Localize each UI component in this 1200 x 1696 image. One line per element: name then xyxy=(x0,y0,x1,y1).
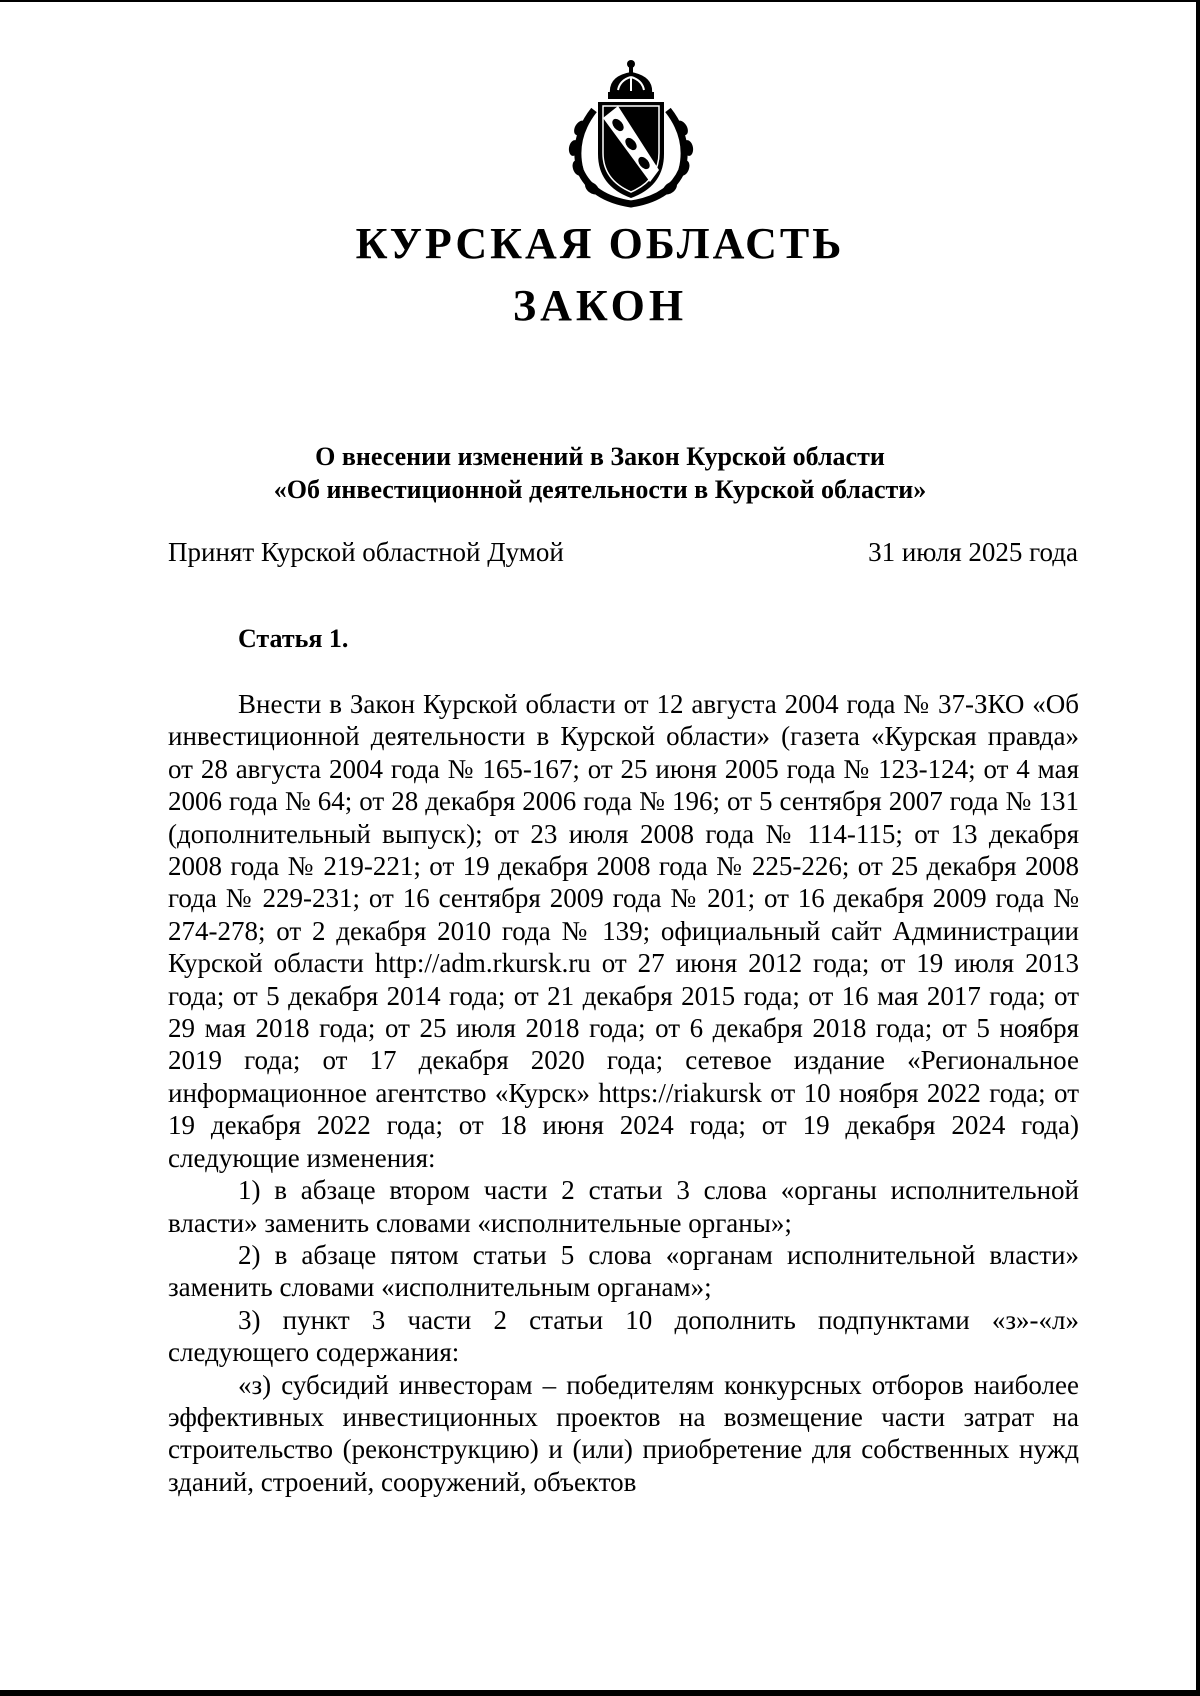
law-title xyxy=(0,440,1200,506)
article-heading: Статья 1. xyxy=(238,624,349,653)
region-title: КУРСКАЯ ОБЛАСТЬ xyxy=(355,219,845,268)
adoption-date: 31 июля 2025 года xyxy=(868,537,1078,567)
scan-edge-bottom xyxy=(0,1690,1200,1696)
adoption-line xyxy=(168,537,1078,568)
law-title-line-2: «Об инвестиционной деятельности в Курской области» xyxy=(273,475,927,504)
scan-edge-top xyxy=(0,0,1200,2)
paragraph: 2) в абзаце пятом статьи 5 слова «органам исполнительной власти» заменить словами «исполнительным органам»; xyxy=(168,1239,1079,1303)
document-type: ЗАКОН xyxy=(512,281,688,330)
paragraph: 3) пункт 3 части 2 статьи 10 дополнить подпунктами «з»-«л» следующего содержания: xyxy=(168,1304,1079,1368)
article-body xyxy=(168,688,1079,1498)
kursk-coat-of-arms-icon xyxy=(558,58,704,208)
adopted-by: Принят Курской областной Думой xyxy=(168,537,564,567)
paragraph: Внести в Закон Курской области от 12 августа 2004 года № 37-ЗКО «Об инвестиционной деятельности в Курской области» (газета «Курская правда» от 28 августа 2004 года № 165-167; от 25 июня 2005 года № 123-124; от 4 мая 2006 года № 64; от 28 декабря 2006 года № 196; от 5 сентября 2007 года № 131 (дополнительный выпуск); от 23 июля 2008 года № 114-115; от 13 декабря 2008 года № 219-221; от 19 декабря 2008 года № 225-226; от 25 декабря 2008 года № 229-231; от 16 сентября 2009 года № 201; от 16 декабря 2009 года № 274-278; от 2 декабря 2010 года № 139; официальный сайт Администрации Курской области http://adm.rkursk.ru от 27 июня 2012 года; от 19 июля 2013 года; от 5 декабря 2014 года; от 21 декабря 2015 года; от 16 мая 2017 года; от 29 мая 2018 года; от 25 июля 2018 года; от 6 декабря 2018 года; от 5 ноября 2019 года; от 17 декабря 2020 года; сетевое издание «Региональное информационное агентство «Курск» https://riakursk от 10 ноября 2022 года; от 19 декабря 2022 года; от 18 июня 2024 года; от 19 декабря 2024 года) следующие изменения: xyxy=(168,689,1079,1173)
paragraph: «з) субсидий инвесторам – победителям конкурсных отборов наиболее эффективных инвестиционных проектов на возмещение части затрат на строительство (реконструкцию) и (или) приобретение для собственных нужд зданий, строений, сооружений, объектов xyxy=(168,1369,1079,1497)
law-title-line-1: О внесении изменений в Закон Курской области xyxy=(315,442,885,471)
paragraph: 1) в абзаце втором части 2 статьи 3 слова «органы исполнительной власти» заменить словами «исполнительные органы»; xyxy=(168,1175,1079,1238)
